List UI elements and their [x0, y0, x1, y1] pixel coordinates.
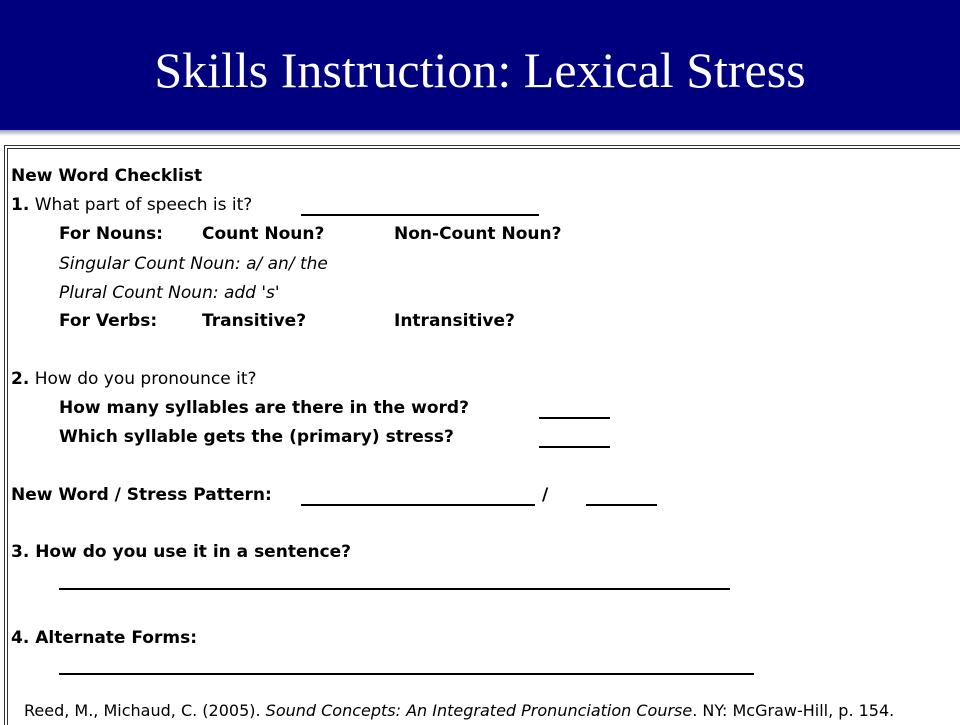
stress-pattern-blank[interactable]	[586, 504, 657, 506]
non-count-noun-label: Non-Count Noun?	[394, 224, 562, 244]
question-2	[11, 368, 257, 390]
verbs-label: For Verbs:	[59, 311, 158, 331]
citation-book-title: Sound Concepts: An Integrated Pronunciation Course	[265, 701, 693, 720]
question-2-text: How do you pronounce it?	[29, 369, 257, 389]
singular-note: Singular Count Noun: a/ an/ the	[59, 254, 328, 274]
question-2-number: 2.	[11, 369, 30, 389]
transitive-option[interactable]	[202, 310, 316, 332]
syllables-question: How many syllables are there in the word?	[59, 398, 469, 418]
count-noun-label: Count Noun?	[202, 224, 325, 244]
slide-title: Skills Instruction: Lexical Stress	[154, 42, 806, 98]
part-of-speech-blank[interactable]	[301, 214, 539, 216]
question-1-text: What part of speech is it?	[29, 195, 253, 215]
citation-publisher: . NY: McGraw-Hill, p. 154.	[692, 701, 895, 720]
stress-blank[interactable]	[539, 446, 610, 448]
citation-authors: Reed, M., Michaud, C. (2005).	[24, 701, 266, 720]
non-count-noun-option[interactable]	[394, 223, 561, 245]
banner-shadow	[0, 130, 960, 136]
plural-note: Plural Count Noun: add 's'	[59, 283, 280, 303]
nouns-label: For Nouns:	[59, 224, 163, 244]
citation	[24, 700, 894, 722]
transitive-label: Transitive?	[202, 311, 307, 331]
pattern-slash: /	[542, 485, 549, 505]
new-word-blank[interactable]	[301, 504, 535, 506]
intransitive-option[interactable]	[394, 310, 525, 332]
question-1-number: 1.	[11, 195, 30, 215]
syllables-blank[interactable]	[539, 417, 610, 419]
question-1	[11, 194, 252, 216]
stress-question: Which syllable gets the (primary) stress?	[59, 427, 454, 447]
question-4: 4. Alternate Forms:	[11, 628, 197, 648]
alternate-forms-blank[interactable]	[59, 673, 754, 675]
question-3: 3. How do you use it in a sentence?	[11, 542, 352, 562]
intransitive-label: Intransitive?	[394, 311, 515, 331]
count-noun-option[interactable]	[202, 223, 324, 245]
sentence-blank[interactable]	[59, 588, 730, 590]
checklist-heading: New Word Checklist	[11, 166, 203, 186]
stress-pattern-label: New Word / Stress Pattern:	[11, 485, 272, 505]
